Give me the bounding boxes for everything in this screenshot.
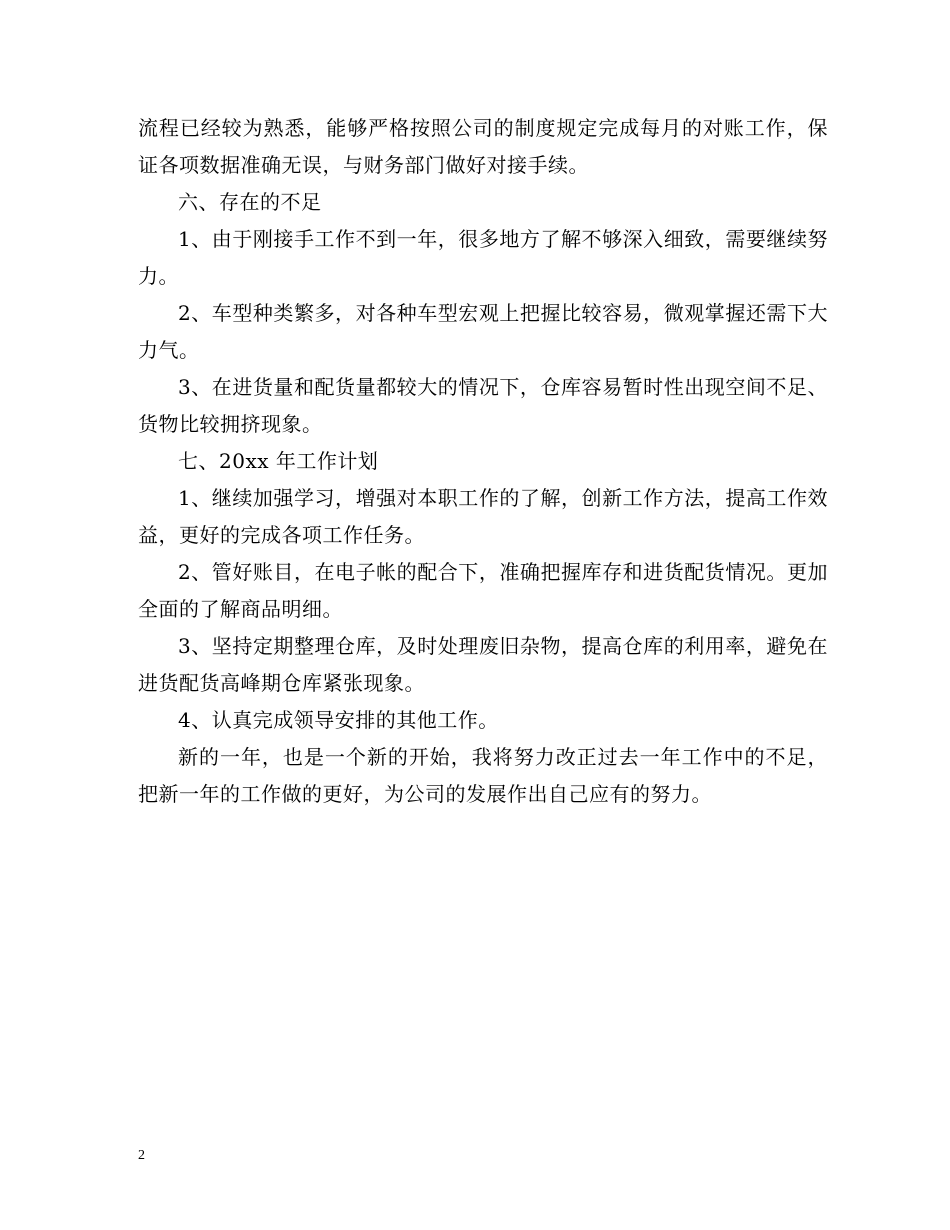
document-body (138, 110, 828, 813)
plan-item-4: 4、认真完成领导安排的其他工作。 (178, 708, 499, 732)
section-heading-work-plan: 七、20xx 年工作计划 (178, 449, 379, 473)
plan-item-3: 3、坚持定期整理仓库，及时处理废旧杂物，提高仓库的利用率，避免在进货配货高峰期仓库紧张现象。 (138, 634, 828, 695)
plan-item-1: 1、继续加强学习，增强对本职工作的了解，创新工作方法，提高工作效益，更好的完成各项工作任务。 (138, 486, 828, 547)
closing-paragraph: 新的一年，也是一个新的开始，我将努力改正过去一年工作中的不足，把新一年的工作做的更好，为公司的发展作出自己应有的努力。 (138, 745, 828, 806)
shortcoming-item-3: 3、在进货量和配货量都较大的情况下，仓库容易暂时性出现空间不足、货物比较拥挤现象。 (138, 375, 828, 436)
paragraph-continuation: 流程已经较为熟悉，能够严格按照公司的制度规定完成每月的对账工作，保证各项数据准确无误，与财务部门做好对接手续。 (138, 116, 828, 177)
shortcoming-item-2: 2、车型种类繁多，对各种车型宏观上把握比较容易，微观掌握还需下大力气。 (138, 301, 828, 362)
plan-item-2: 2、管好账目，在电子帐的配合下，准确把握库存和进货配货情况。更加全面的了解商品明细。 (138, 560, 828, 621)
page-number: 2 (138, 1148, 145, 1163)
shortcoming-item-1: 1、由于刚接手工作不到一年，很多地方了解不够深入细致，需要继续努力。 (138, 227, 828, 288)
section-heading-shortcomings: 六、存在的不足 (178, 190, 322, 214)
